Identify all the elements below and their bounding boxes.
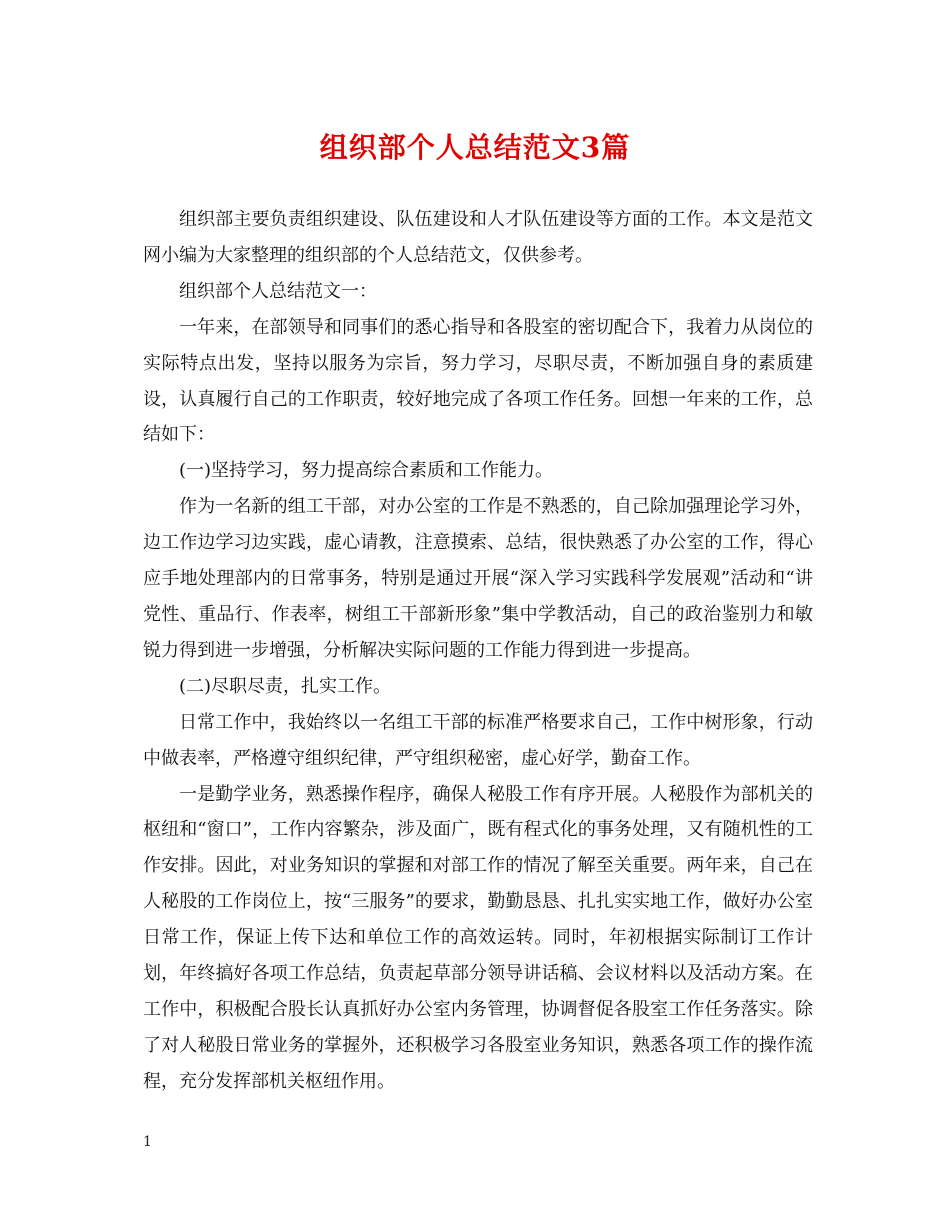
paragraph-section-heading: 组织部个人总结范文一：	[179, 280, 377, 302]
paragraph-intro: 组织部主要负责组织建设、队伍建设和人才队伍建设等方面的工作。本文是范文网小编为大家整理的组织部的个人总结范文，仅供参考。	[143, 209, 813, 266]
paragraph-business: 一是勤学业务，熟悉操作程序，确保人秘股工作有序开展。人秘股作为部机关的枢纽和“窗口”，工作内容繁杂，涉及面广，既有程式化的事务处理，又有随机性的工作安排。因此，对业务知识的掌握和对部工作的情况了解至关重要。两年来，自己在人秘股的工作岗位上，按“三服务”的要求，勤勤恳恳、扎扎实实地工作，做好办公室日常工作，保证上传下达和单位工作的高效运转。同时，年初根据实际制订工作计划，年终搞好各项工作总结，负责起草部分领导讲话稿、会议材料以及活动方案。在工作中，积极配合股长认真抓好办公室内务管理，协调督促各股室工作任务落实。除了对人秘股日常业务的掌握外，还积极学习各股室业务知识，熟悉各项工作的操作流程，充分发挥部机关枢纽作用。	[143, 783, 813, 1092]
paragraph-study: 作为一名新的组工干部，对办公室的工作是不熟悉的，自己除加强理论学习外，边工作边学习边实践，虚心请教，注意摸索、总结，很快熟悉了办公室的工作，得心应手地处理部内的日常事务，特别是通过开展“深入学习实践科学发展观”活动和“讲党性、重品行、作表率，树组工干部新形象”集中学教活动，自己的政治鉴别力和敏锐力得到进一步增强，分析解决实际问题的工作能力得到进一步提高。	[143, 496, 813, 661]
paragraph-overview: 一年来，在部领导和同事们的悉心指导和各股室的密切配合下，我着力从岗位的实际特点出发，坚持以服务为宗旨，努力学习，尽职尽责，不断加强自身的素质建设，认真履行自己的工作职责，较好地完成了各项工作任务。回想一年来的工作，总结如下：	[143, 316, 813, 446]
document-body	[143, 202, 813, 1100]
paragraph-subheading-2: (二)尽职尽责，扎实工作。	[179, 675, 392, 697]
paragraph-daily-work: 日常工作中，我始终以一名组工干部的标准严格要求自己，工作中树形象，行动中做表率，严格遵守组织纪律，严守组织秘密，虚心好学，勤奋工作。	[143, 711, 813, 769]
paragraph-subheading-1: (一)坚持学习，努力提高综合素质和工作能力。	[179, 460, 554, 482]
page-number: 1	[143, 1134, 152, 1150]
document-title: 组织部个人总结范文3篇	[319, 131, 631, 164]
